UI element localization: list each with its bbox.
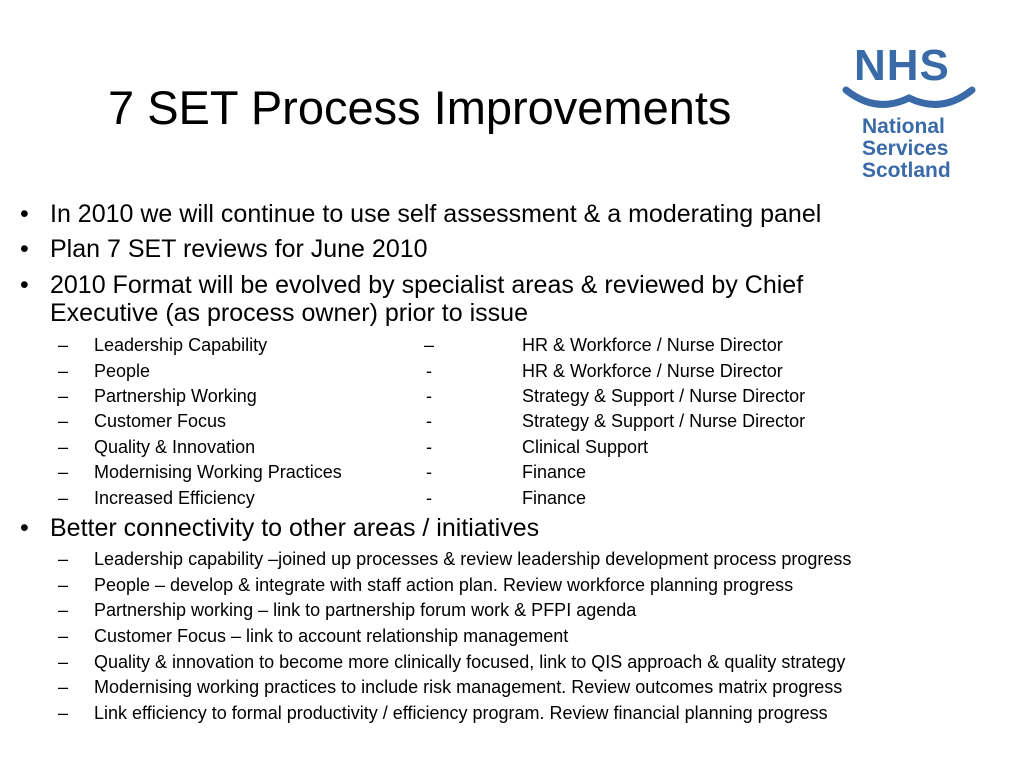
logo-wave-icon [842, 84, 976, 114]
logo-nhs-text: NHS [854, 41, 950, 90]
dash-marker: – [58, 386, 69, 406]
set-area: Increased Efficiency [94, 488, 255, 508]
connectivity-text: Modernising working practices to include risk management. Review outcomes matrix progress [94, 677, 843, 697]
connectivity-text: Link efficiency to formal productivity / efficiency program. Review financial planning progress [94, 703, 828, 723]
bullet-marker: • [20, 200, 29, 228]
set-separator: - [426, 411, 432, 431]
set-area: Modernising Working Practices [94, 462, 342, 482]
set-owner: Strategy & Support / Nurse Director [522, 411, 806, 431]
dash-marker: – [58, 437, 69, 457]
bullet-marker: • [20, 271, 29, 299]
logo-scotland-text: Scotland [862, 159, 951, 182]
set-owner: Finance [522, 488, 587, 508]
bullet-text: Better connectivity to other areas / initiatives [50, 514, 540, 542]
dash-marker: – [58, 335, 69, 355]
set-separator: - [426, 462, 432, 482]
dash-marker: – [58, 575, 69, 595]
set-owner: Strategy & Support / Nurse Director [522, 386, 806, 406]
set-separator: - [426, 437, 432, 457]
bullet-text: 2010 Format will be evolved by specialist areas & reviewed by Chief [50, 271, 804, 299]
dash-marker: – [58, 677, 69, 697]
bullet-text: In 2010 we will continue to use self assessment & a moderating panel [50, 200, 822, 228]
set-area: People [94, 361, 151, 381]
connectivity-text: Customer Focus – link to account relationship management [94, 626, 569, 646]
connectivity-text: Partnership working – link to partnership forum work & PFPI agenda [94, 600, 637, 620]
bullet-marker: • [20, 235, 29, 263]
bullet-text: Plan 7 SET reviews for June 2010 [50, 235, 428, 263]
dash-marker: – [58, 703, 69, 723]
slide-title: 7 SET Process Improvements [108, 81, 732, 134]
bullet-text: Executive (as process owner) prior to issue [50, 299, 528, 327]
set-area: Partnership Working [94, 386, 257, 406]
dash-marker: – [58, 652, 69, 672]
set-owner: HR & Workforce / Nurse Director [522, 335, 783, 355]
set-area: Leadership Capability [94, 335, 268, 355]
set-separator: - [426, 386, 432, 406]
dash-marker: – [58, 549, 69, 569]
dash-marker: – [58, 488, 69, 508]
set-owner: Finance [522, 462, 587, 482]
set-area: Quality & Innovation [94, 437, 256, 457]
dash-marker: – [58, 411, 69, 431]
dash-marker: – [58, 600, 69, 620]
set-separator: - [426, 361, 432, 381]
logo-services-text: Services [862, 137, 949, 160]
connectivity-text: Leadership capability –joined up processes & review leadership development process progress [94, 549, 852, 569]
nhs-logo [840, 40, 980, 190]
dash-marker: – [58, 361, 69, 381]
connectivity-text: Quality & innovation to become more clinically focused, link to QIS approach & quality strategy [94, 652, 846, 672]
set-separator: - [426, 488, 432, 508]
set-owner: HR & Workforce / Nurse Director [522, 361, 783, 381]
set-owner: Clinical Support [522, 437, 649, 457]
dash-marker: – [58, 626, 69, 646]
logo-national-text: National [862, 115, 945, 138]
bullet-marker: • [20, 514, 29, 542]
connectivity-text: People – develop & integrate with staff action plan. Review workforce planning progress [94, 575, 794, 595]
set-area: Customer Focus [94, 411, 227, 431]
dash-marker: – [58, 462, 69, 482]
set-separator: – [424, 335, 435, 355]
